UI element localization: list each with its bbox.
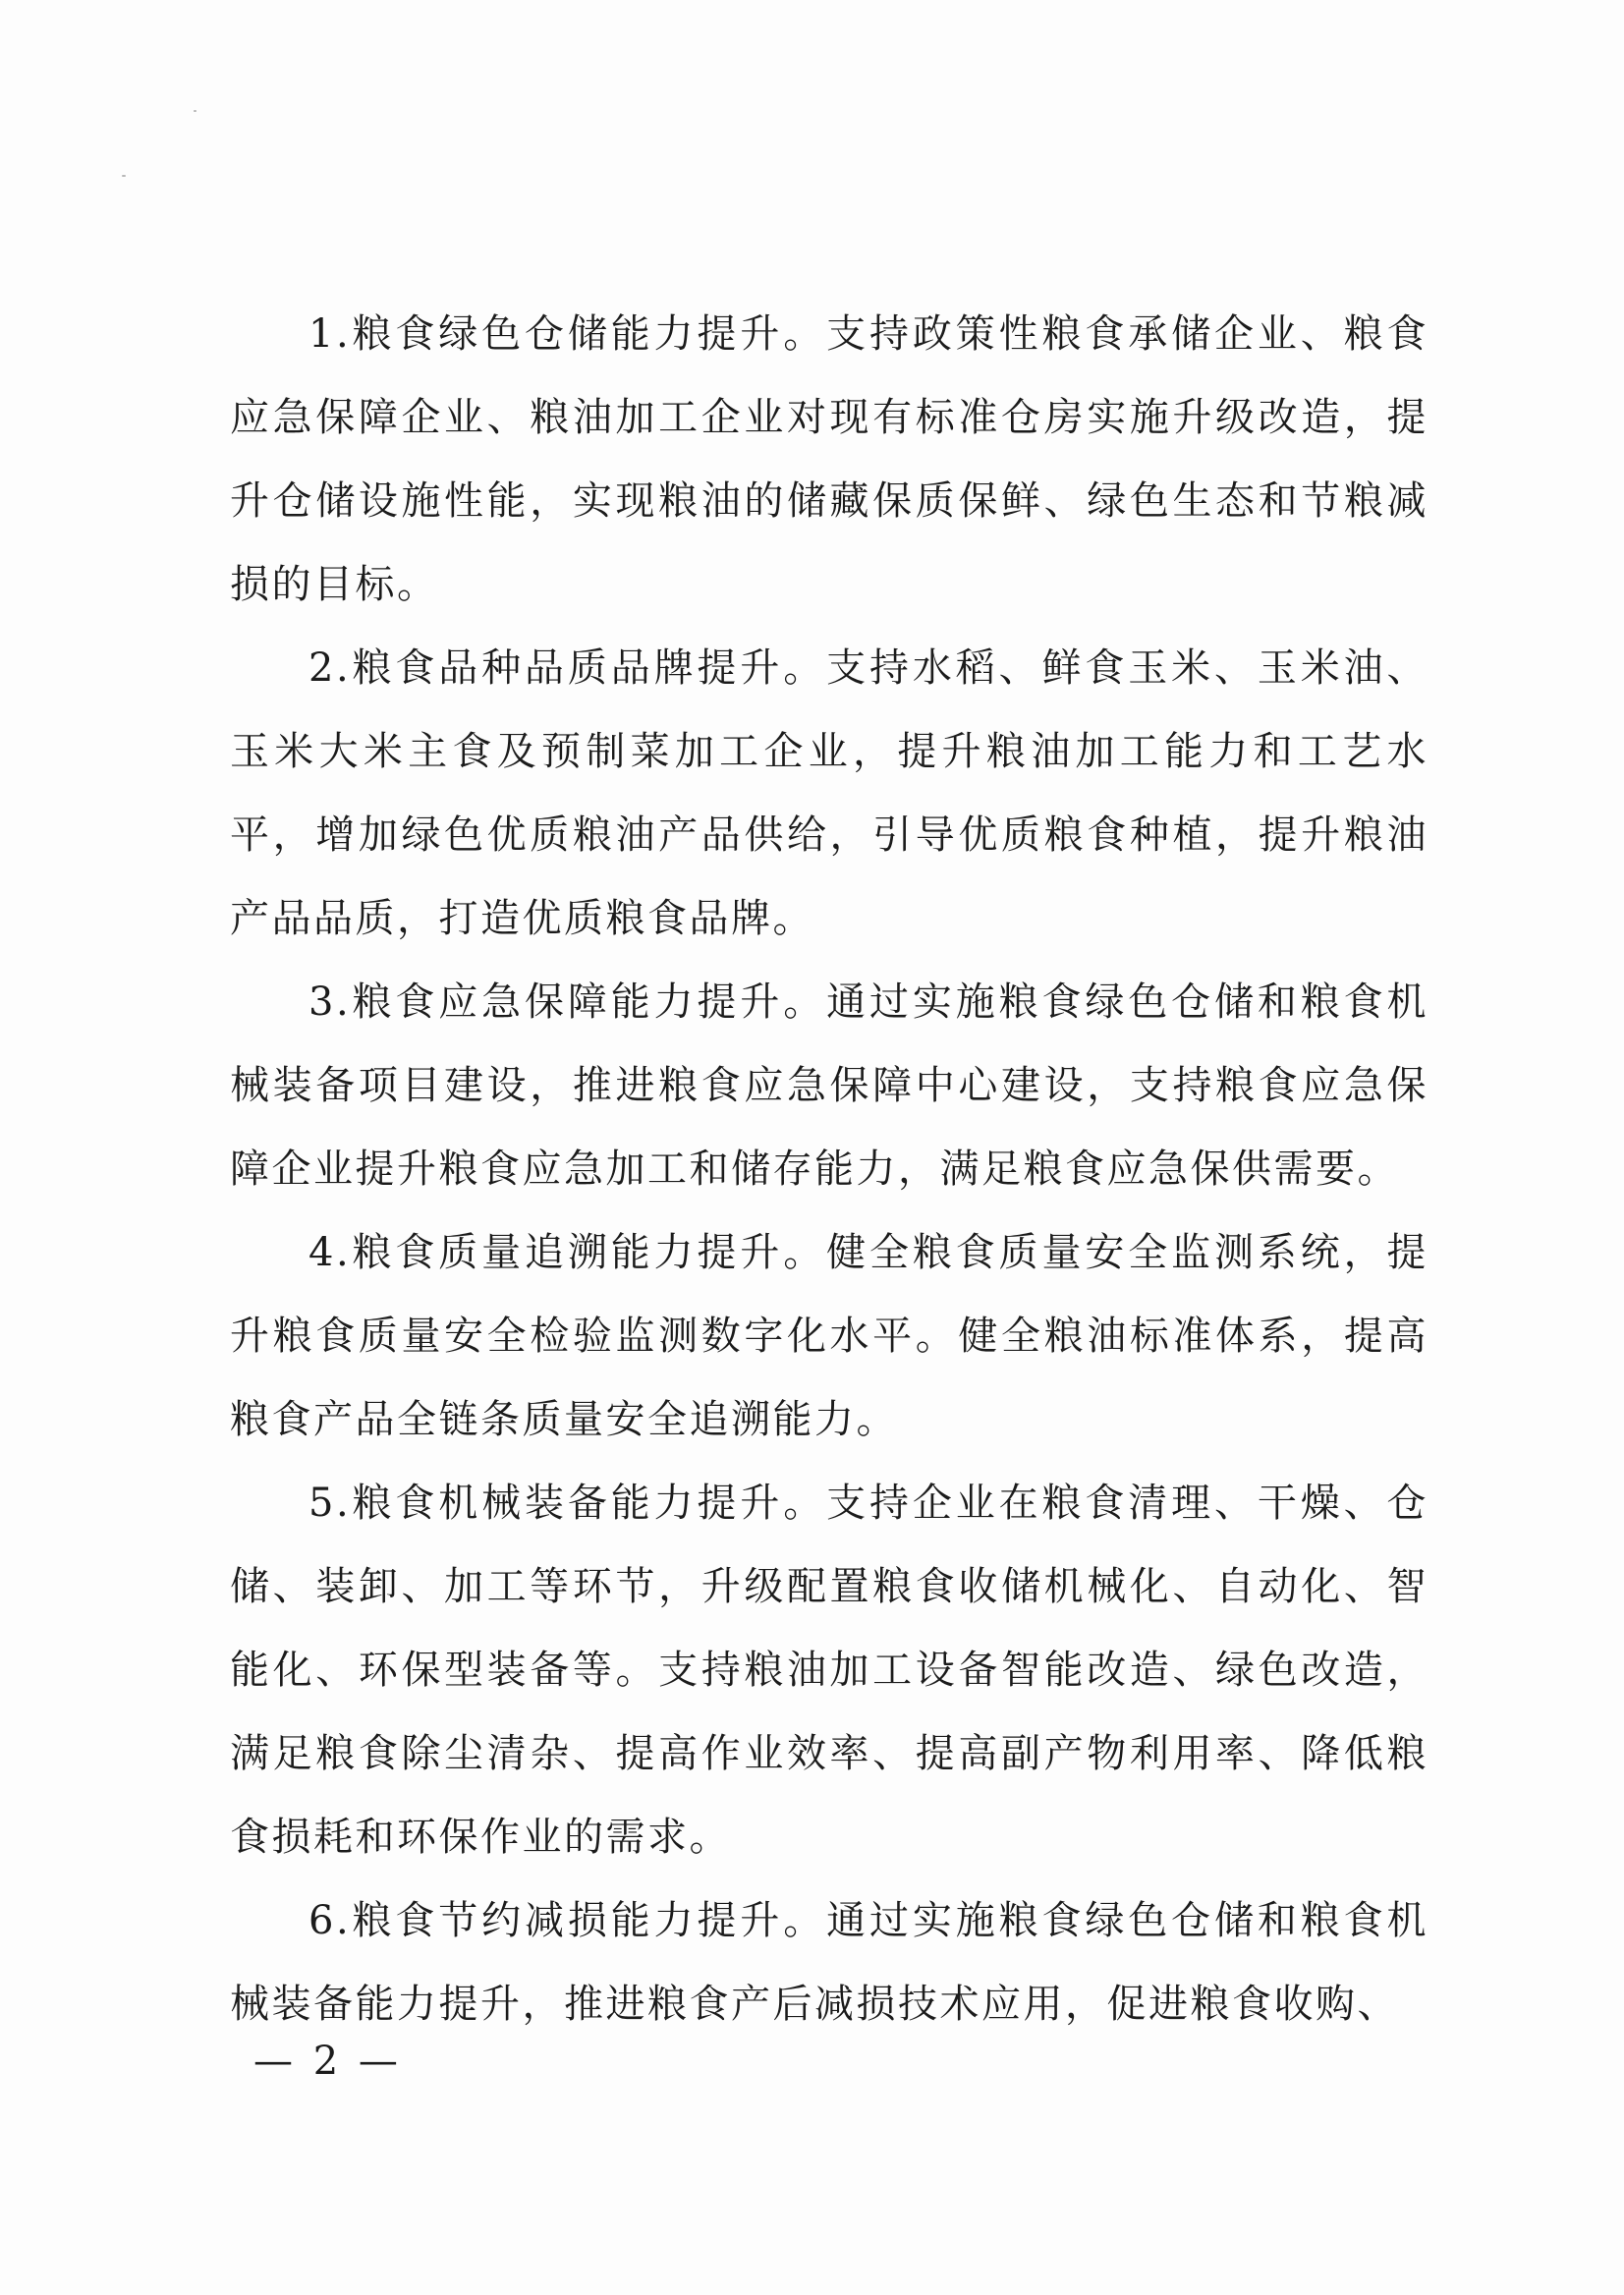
paragraph-5: 5.粮食机械装备能力提升。支持企业在粮食清理、干燥、仓储、装卸、加工等环节，升级配置粮食收储机械化、自动化、智能化、环保型装备等。支持粮油加工设备智能改造、绿色改造，满足粮食除尘清杂、提高作业效率、提高副产物利用率、降低粮食损耗和环保作业的需求。 (230, 1481, 1428, 1860)
paragraph-4: 4.粮食质量追溯能力提升。健全粮食质量安全监测系统，提升粮食质量安全检验监测数字化水平。健全粮油标准体系，提高粮食产品全链条质量安全追溯能力。 (230, 1230, 1428, 1442)
scan-speck (194, 110, 196, 112)
page-number: — 2 — (253, 2039, 402, 2084)
scan-speck (122, 175, 126, 177)
paragraph-1: 1.粮食绿色仓储能力提升。支持政策性粮食承储企业、粮食应急保障企业、粮油加工企业对现有标准仓房实施升级改造，提升仓储设施性能，实现粮油的储藏保质保鲜、绿色生态和节粮减损的目标。 (230, 311, 1428, 607)
paragraph-6: 6.粮食节约减损能力提升。通过实施粮食绿色仓储和粮食机械装备能力提升，推进粮食产后减损技术应用，促进粮食收购、 (230, 1898, 1428, 2027)
document-body (230, 293, 1428, 2046)
paragraph-3: 3.粮食应急保障能力提升。通过实施粮食绿色仓储和粮食机械装备项目建设，推进粮食应急保障中心建设，支持粮食应急保障企业提升粮食应急加工和储存能力，满足粮食应急保供需要。 (230, 980, 1428, 1192)
paragraph-2: 2.粮食品种品质品牌提升。支持水稻、鲜食玉米、玉米油、玉米大米主食及预制菜加工企业，提升粮油加工能力和工艺水平，增加绿色优质粮油产品供给，引导优质粮食种植，提升粮油产品品质，打造优质粮食品牌。 (230, 645, 1428, 941)
